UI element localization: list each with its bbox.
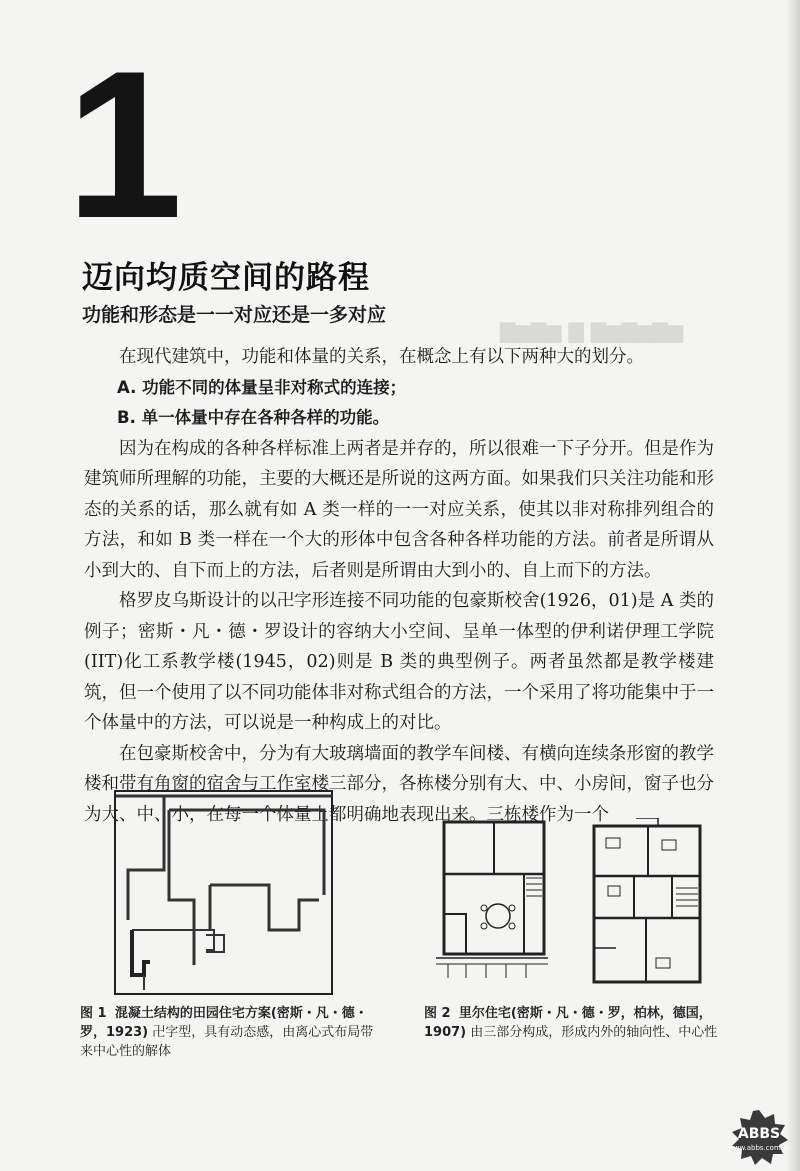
figure-2-description: 由三部分构成，形成内外的轴向性、中心性	[470, 1025, 718, 1040]
list-item-b: B. 单一体量中存在各种各样的功能。	[117, 408, 390, 427]
figure-2-caption	[424, 1004, 734, 1042]
body-text	[84, 342, 714, 830]
figure-1-floor-plan	[114, 790, 334, 995]
intro-paragraph: 在现代建筑中，功能和体量的关系，在概念上有以下两种大的划分。	[119, 347, 644, 367]
watermark-site: www.abbs.com.cn	[728, 1144, 792, 1152]
page-edge-shadow	[786, 0, 800, 1171]
chapter-subtitle: 功能和形态是一一对应还是一多对应	[82, 304, 387, 326]
figure-1-description: 卍字型，具有动态感，由离心式布局带来中心性的解体	[80, 1025, 374, 1059]
figure-2-label: 图 2	[424, 1006, 451, 1021]
chapter-title: 迈向均质空间的路程	[82, 260, 370, 296]
chapter-number: 1	[66, 27, 179, 262]
paragraph-3: 在包豪斯校舍中，分为有大玻璃墙面的教学车间楼、有横向连续条形窗的教学楼和带有角窗的宿舍与工作室楼三部分，各栋楼分别有大、中、小房间，窗子也分为大、中、小，在每一个体量上都明确地表现出来。三栋楼作为一个	[84, 743, 714, 825]
figure-1-label: 图 1	[80, 1006, 107, 1021]
figure-2-title: 里尔住宅(密斯・凡・德・罗，柏林，德国，1907)	[424, 1006, 712, 1040]
bleed-through-text: ▇▆▇▆ ▇ ▇▆▇▆▇▆	[500, 319, 684, 343]
paragraph-2: 格罗皮乌斯设计的以卍字形连接不同功能的包豪斯校舍(1926，01)是 A 类的例子；密斯・凡・德・罗设计的容纳大小空间、呈单一体型的伊利诺伊理工学院(IIT)化工系教学楼(1945，02)则是 B 类的典型例子。两者虽然都是教学楼建筑，但一个使用了以不同功能体非对称式组合的方法，一个采用了将功能集中于一个体量中的方法，可以说是一种构成上的对比。	[84, 591, 714, 733]
watermark-brand: ABBS	[737, 1126, 781, 1142]
list-item-a: A. 功能不同的体量呈非对称式的连接；	[117, 377, 407, 397]
figure-1-title: 混凝土结构的田园住宅方案(密斯・凡・德・罗，1923)	[80, 1006, 368, 1040]
paragraph-1: 因为在构成的各种各样标准上两者是并存的，所以很难一下子分开。但是作为建筑师所理解的功能，主要的大概还是所说的这两方面。如果我们只关注功能和形态的关系的话，那么就有如 A 类一样的一一对应关系，使其以非对称排列组合的方法，和如 B 类一样在一个大的形体中包含各种各样功能的方法。前者是所谓从小到大的、自下而上的方法，后者则是所谓由大到小的、自上而下的方法。	[84, 438, 714, 581]
figure-1-caption	[80, 1004, 380, 1061]
figure-2-floor-plans	[436, 818, 732, 986]
